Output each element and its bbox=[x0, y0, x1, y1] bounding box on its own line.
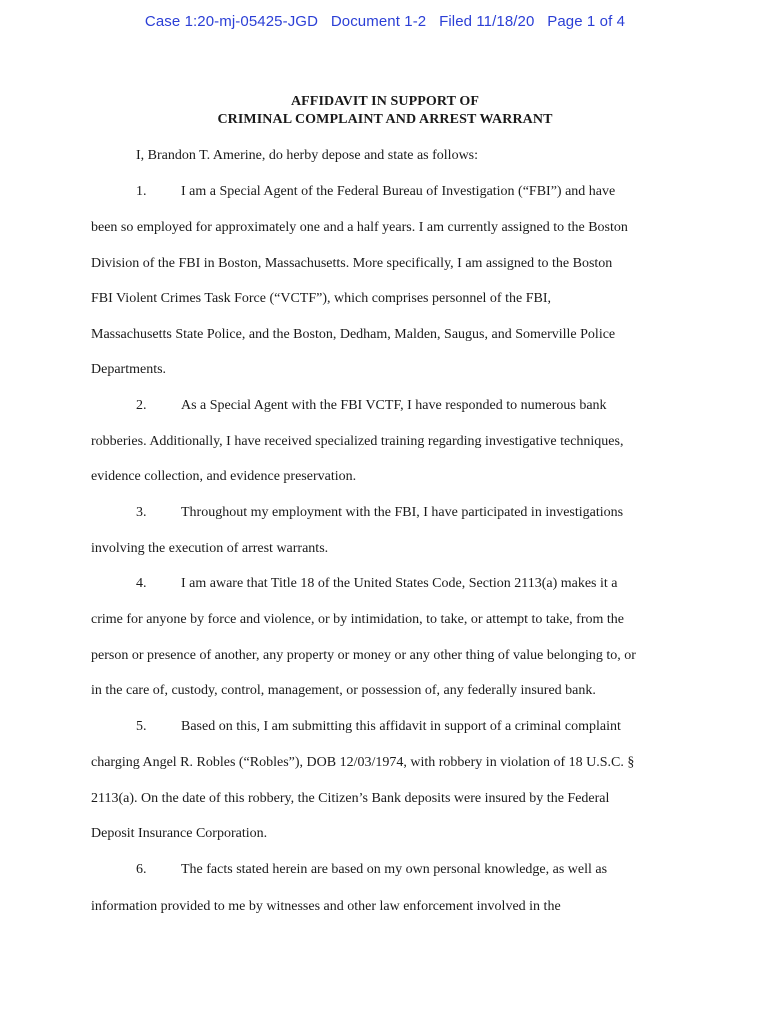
paragraph-6-line-1: The facts stated herein are based on my own personal knowledge, as well as bbox=[181, 862, 608, 877]
filed-date: Filed 11/18/20 bbox=[439, 13, 535, 30]
paragraph-number: 3. bbox=[136, 505, 147, 520]
paragraph-1-line-3: Division of the FBI in Boston, Massachusetts. More specifically, I am assigned to the Boston bbox=[91, 256, 613, 271]
paragraph-2-line-2: robberies. Additionally, I have received specialized training regarding investigative techniques, bbox=[91, 434, 624, 449]
paragraph-3-line-1: Throughout my employment with the FBI, I have participated in investigations bbox=[181, 505, 624, 520]
paragraph-5-line-3: 2113(a). On the date of this robbery, the Citizen’s Bank deposits were insured by the Federal bbox=[91, 791, 610, 806]
paragraph-5-line-1: Based on this, I am submitting this affidavit in support of a criminal complaint bbox=[181, 719, 621, 734]
paragraph-4-line-3: person or presence of another, any property or money or any other thing of value belonging to, or bbox=[91, 648, 636, 663]
paragraph-3-line-2: involving the execution of arrest warrants. bbox=[91, 541, 329, 556]
paragraph-2-line-1: As a Special Agent with the FBI VCTF, I have responded to numerous bank bbox=[181, 398, 607, 413]
case-number: Case 1:20-mj-05425-JGD bbox=[144, 13, 319, 30]
paragraph-5-line-4: Deposit Insurance Corporation. bbox=[91, 826, 268, 841]
paragraph-number: 4. bbox=[136, 576, 147, 591]
paragraph-1-line-5: Massachusetts State Police, and the Boston, Dedham, Malden, Saugus, and Somerville Police bbox=[91, 327, 616, 342]
document-title-line-2: CRIMINAL COMPLAINT AND ARREST WARRANT bbox=[217, 112, 553, 127]
paragraph-6-line-2: information provided to me by witnesses and other law enforcement involved in the bbox=[91, 899, 561, 914]
paragraph-4-line-2: crime for anyone by force and violence, or by intimidation, to take, or attempt to take, from the bbox=[91, 612, 624, 627]
paragraph-number: 2. bbox=[136, 398, 147, 413]
paragraph-2-line-3: evidence collection, and evidence preservation. bbox=[91, 469, 357, 484]
paragraph-1-line-6: Departments. bbox=[91, 362, 167, 377]
paragraph-4-line-4: in the care of, custody, control, management, or possession of, any federally insured bank. bbox=[91, 683, 596, 698]
page-indicator: Page 1 of 4 bbox=[547, 13, 626, 30]
paragraph-number: 6. bbox=[136, 862, 147, 877]
paragraph-1-line-1: I am a Special Agent of the Federal Bureau of Investigation (“FBI”) and have bbox=[181, 184, 616, 199]
paragraph-4-line-1: I am aware that Title 18 of the United States Code, Section 2113(a) makes it a bbox=[181, 576, 618, 591]
document-number: Document 1-2 bbox=[330, 13, 427, 30]
paragraph-number: 5. bbox=[136, 719, 147, 734]
paragraph-1-line-2: been so employed for approximately one and a half years. I am currently assigned to the Boston bbox=[91, 220, 628, 235]
paragraph-1-line-4: FBI Violent Crimes Task Force (“VCTF”), which comprises personnel of the FBI, bbox=[91, 291, 551, 306]
paragraph-5-line-2: charging Angel R. Robles (“Robles”), DOB 12/03/1974, with robbery in violation of 18 U.S.C. § bbox=[91, 755, 635, 770]
paragraph-number: 1. bbox=[136, 184, 147, 199]
court-filing-header bbox=[0, 13, 770, 30]
intro-statement: I, Brandon T. Amerine, do herby depose and state as follows: bbox=[136, 148, 479, 163]
document-title-line-1: AFFIDAVIT IN SUPPORT OF bbox=[290, 94, 480, 109]
